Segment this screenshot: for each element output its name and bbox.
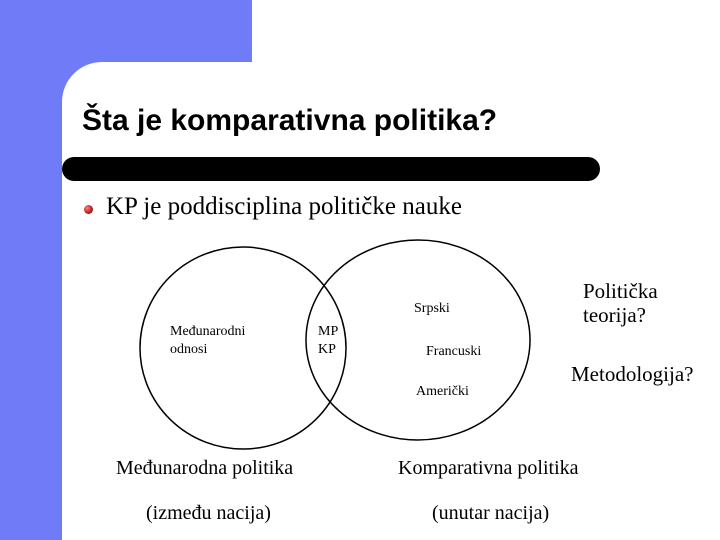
overlap-label-line1: MP	[318, 324, 339, 339]
right-label-srpski: Srpski	[414, 301, 450, 316]
left-circle-label	[170, 323, 245, 359]
left-circle-caption: Međunarodna politika	[116, 457, 294, 479]
theory-label-line1: Politička	[583, 279, 658, 303]
slide-title: Šta je komparativna politika?	[82, 104, 498, 137]
overlap-label-line2: KP	[318, 342, 336, 357]
right-circle	[306, 240, 530, 440]
theory-label-line2: teorija?	[583, 303, 646, 327]
right-label-francuski: Francuski	[426, 344, 482, 359]
right-circle-caption: Komparativna politika	[398, 457, 579, 479]
left-circle-subcaption: (između nacija)	[146, 502, 271, 524]
bullet-text: KP je poddisciplina političke nauke	[106, 193, 462, 220]
overlap-label	[318, 323, 338, 359]
left-circle-label-line1: Međunarodni	[170, 324, 246, 339]
left-circle-label-line2: odnosi	[170, 342, 208, 357]
methodology-label: Metodologija?	[571, 362, 694, 386]
right-label-americki: Američki	[416, 384, 469, 399]
right-circle-subcaption: (unutar nacija)	[432, 502, 550, 524]
theory-label	[583, 279, 658, 327]
